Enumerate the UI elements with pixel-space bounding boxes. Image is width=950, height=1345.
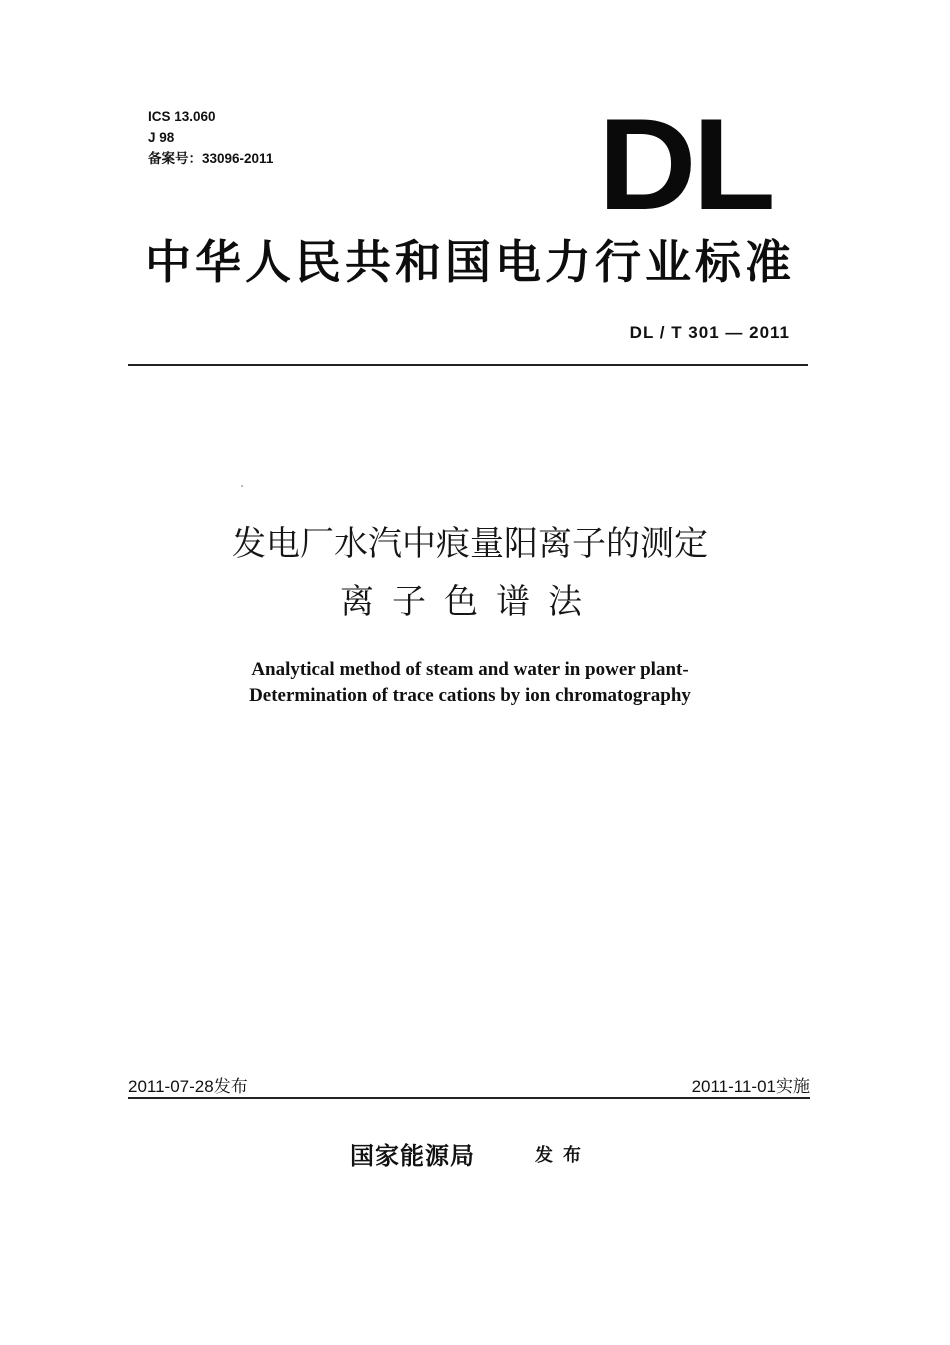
chinese-title: 发电厂水汽中痕量阳离子的测定 (232, 524, 708, 564)
ics-code: ICS 13.060 (148, 109, 216, 124)
dl-logo: DL (598, 91, 772, 237)
issuing-authority: 国家能源局 (350, 1142, 475, 1170)
industry-standard-heading: 中华人民共和国电力行业标准 (145, 235, 795, 289)
top-divider (128, 364, 808, 366)
bottom-divider (128, 1097, 810, 1099)
english-title-line-2: Determination of trace cations by ion chromatography (249, 685, 691, 706)
chinese-subtitle: 离子色谱法 (340, 582, 600, 622)
classification-block (148, 106, 273, 169)
speck (241, 485, 243, 487)
effective-date: 2011-11-01实施 (691, 1077, 810, 1096)
english-title (100, 657, 840, 709)
english-title-line-1: Analytical method of steam and water in power plant- (251, 659, 689, 680)
standard-number: DL / T 301 — 2011 (629, 323, 790, 342)
filing-number: 备案号：33096-2011 (148, 151, 274, 166)
classification-code: J 98 (148, 130, 175, 145)
issue-label: 发布 (535, 1145, 591, 1166)
publish-date: 2011-07-28发布 (128, 1077, 248, 1096)
